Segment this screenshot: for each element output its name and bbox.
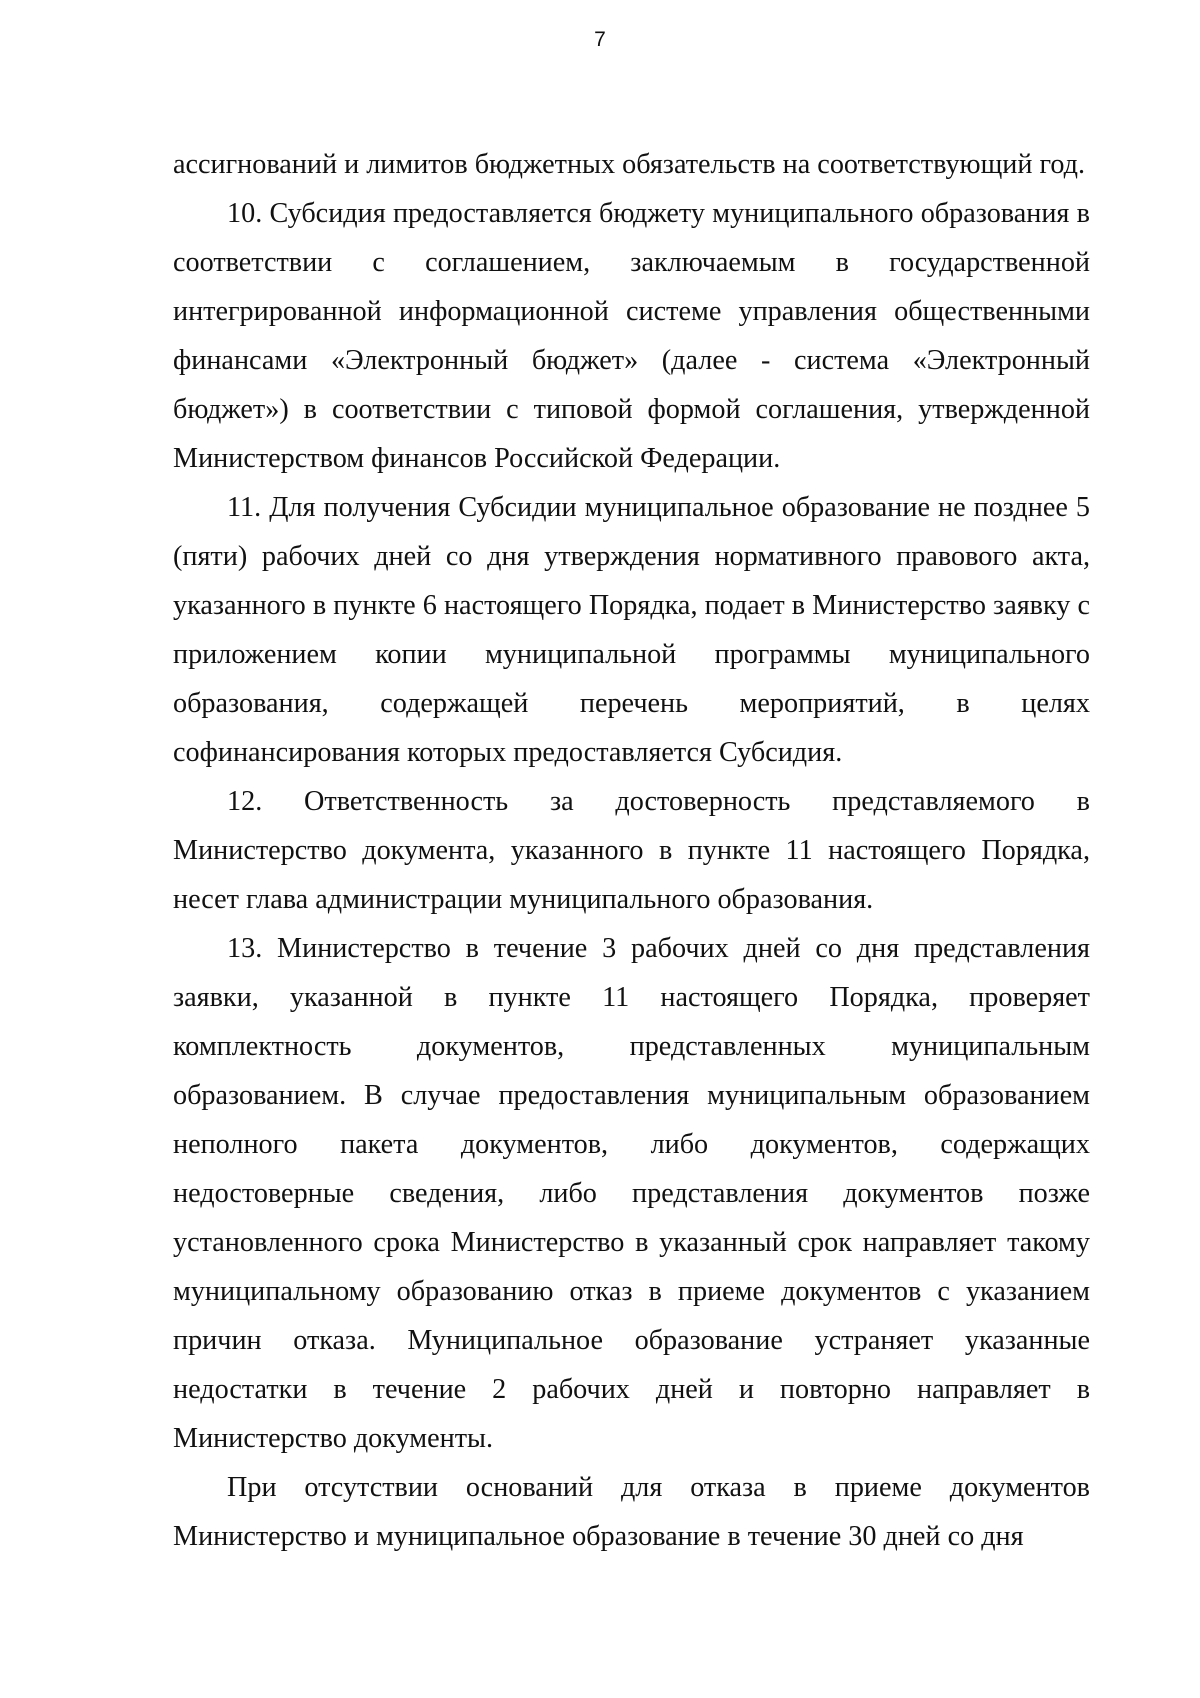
paragraph-item-11: 11. Для получения Субсидии муниципальное образование не позднее 5 (пяти) рабочих дней со дня утверждения нормативного правового акта, указанного в пункте 6 настоящего Порядка, подает в Министерство заявку с приложением копии муниципальной программы муниципального образования, содержащей перечень мероприятий, в целях софинансирования которых предоставляется Субсидия. [173,492,1090,768]
paragraph-absence-of-grounds: При отсутствии оснований для отказа в приеме документов Министерство и муниципальное образование в течение 30 дней со дня [173,1472,1090,1552]
page-number: 7 [594,28,606,51]
paragraph-item-10: 10. Субсидия предоставляется бюджету муниципального образования в соответствии с соглашением, заключаемым в государственной интегрированной информационной системе управления общественными финансами «Электронный бюджет» (далее - система «Электронный бюджет») в соответствии с типовой формой соглашения, утвержденной Министерством финансов Российской Федерации. [173,198,1090,474]
paragraph-continuation: ассигнований и лимитов бюджетных обязательств на соответствующий год. [173,149,1086,180]
paragraph-item-12: 12. Ответственность за достоверность представляемого в Министерство документа, указанного в пункте 11 настоящего Порядка, несет глава администрации муниципального образования. [173,786,1090,915]
paragraph-item-13: 13. Министерство в течение 3 рабочих дней со дня представления заявки, указанной в пункте 11 настоящего Порядка, проверяет комплектность документов, представленных муниципальным образованием. В случае предоставления муниципальным образованием неполного пакета документов, либо документов, содержащих недостоверные сведения, либо представления документов позже установленного срока Министерство в указанный срок направляет такому муниципальному образованию отказ в приеме документов с указанием причин отказа. Муниципальное образование устраняет указанные недостатки в течение 2 рабочих дней и повторно направляет в Министерство документы. [173,933,1090,1454]
document-body [173,140,1090,1561]
